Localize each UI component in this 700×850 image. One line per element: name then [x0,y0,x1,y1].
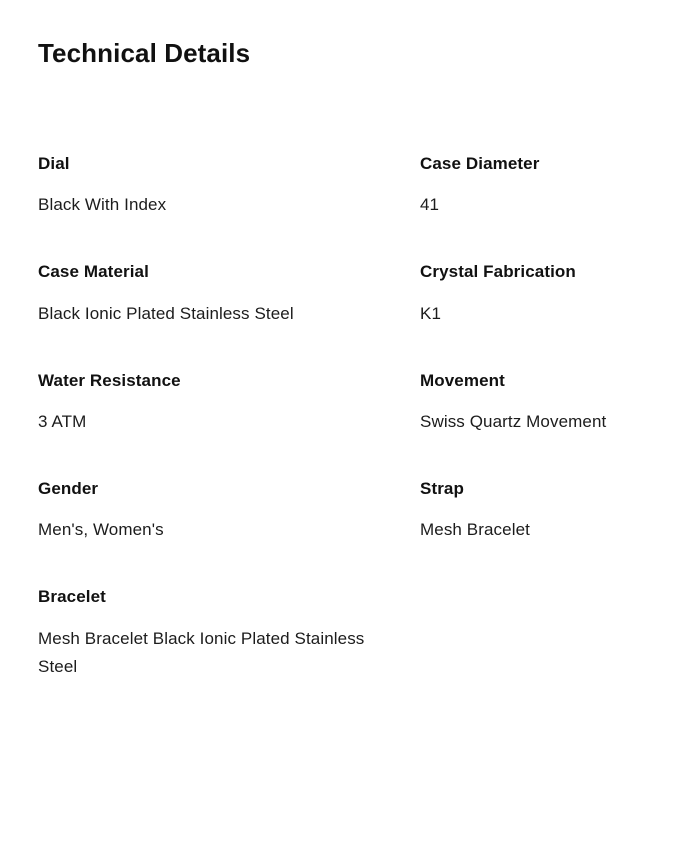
spec-item-empty [420,586,666,722]
spec-label: Bracelet [38,587,106,607]
spec-value: K1 [420,303,441,323]
spec-value: Black Ionic Plated Stainless Steel [38,303,294,323]
spec-label: Case Material [38,262,149,282]
spec-item-water-resistance [38,370,368,478]
spec-label: Crystal Fabrication [420,262,576,282]
spec-item-bracelet [38,586,368,722]
spec-value: Black With Index [38,195,167,215]
spec-label: Gender [38,479,99,499]
spec-label: Strap [420,479,464,499]
spec-value: Swiss Quartz Movement [420,412,607,432]
spec-label: Dial [38,154,70,174]
spec-value: Mesh Bracelet [420,520,530,540]
spec-label: Water Resistance [38,370,181,390]
spec-item-gender [38,478,368,586]
spec-item-case-diameter [420,153,666,261]
spec-item-strap [420,478,666,586]
spec-label: Case Diameter [420,154,540,174]
spec-label: Movement [420,370,505,390]
spec-item-case-material [38,261,368,369]
spec-item-movement [420,370,666,478]
spec-value: 3 ATM [38,412,87,432]
specifications-grid [38,153,666,723]
spec-item-dial [38,153,368,261]
spec-value: Mesh Bracelet Black Ionic Plated Stainless Steel [38,628,365,676]
spec-item-crystal-fabrication [420,261,666,369]
spec-value: Men's, Women's [38,520,164,540]
spec-value: 41 [420,195,440,215]
page-title: Technical Details [38,38,251,68]
